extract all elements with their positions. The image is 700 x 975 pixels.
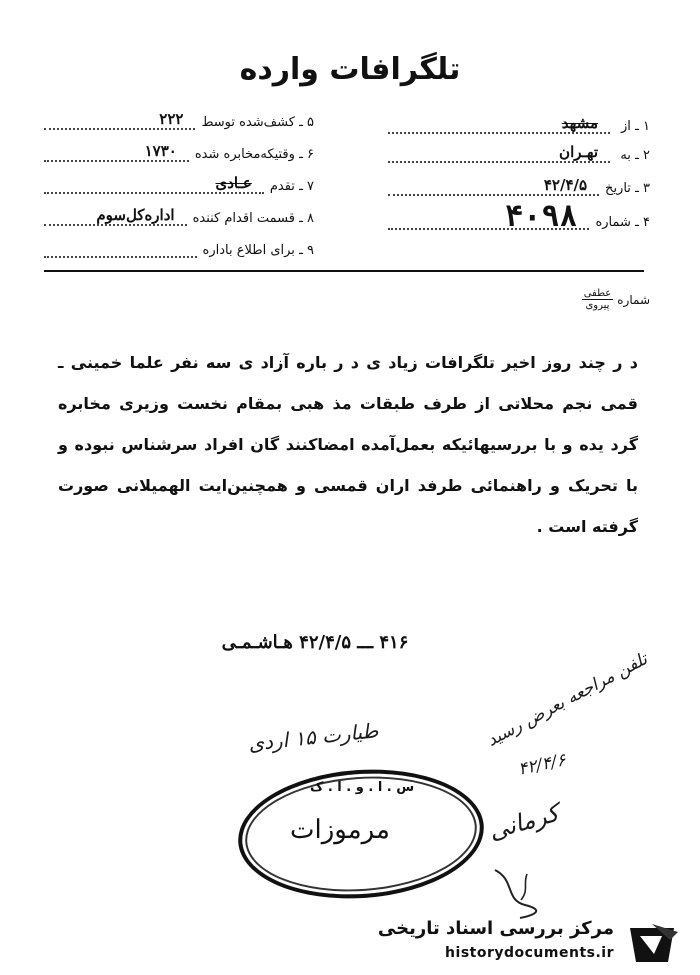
archive-logo-icon: [622, 920, 682, 970]
field-label: ۳ ـ تاریخ: [605, 181, 650, 196]
field-label: ۹ ـ برای اطلاع باداره: [202, 243, 314, 258]
reference-top: عطفی: [583, 288, 612, 299]
field-label: ۲ ـ به: [620, 148, 650, 163]
field-for-information: [44, 242, 314, 258]
field-value: مشهد: [561, 114, 598, 132]
field-value: ۱۷۳۰: [144, 142, 177, 160]
reference-number: [582, 288, 650, 311]
field-label: ۸ ـ قسمت اقدام کننده: [192, 211, 314, 226]
stamp-label: مرموزات: [290, 815, 390, 845]
field-label: ۶ ـ وقتیکه‌مخابره شده: [194, 147, 314, 162]
header-divider: [44, 270, 644, 272]
field-label: ۴ ـ شماره: [595, 215, 650, 230]
handwritten-note: تلفن مراجعه بعرض رسید: [483, 649, 651, 751]
handwritten-date: ۴۲/۴/۶: [516, 750, 568, 780]
field-label: ۷ ـ تقدم: [269, 179, 314, 194]
field-sent-time: [44, 142, 314, 162]
field-value: تهـران: [559, 143, 598, 161]
field-number: [388, 199, 650, 234]
sender-line: ۴۱۶ ـــ ۴۲/۴/۵ هـاشـمـی: [221, 632, 409, 653]
stamp-line: س . ا . و . ا . ک: [310, 780, 415, 795]
field-value: ۴۰۹۸: [505, 199, 578, 234]
reference-fraction: [582, 288, 614, 311]
telegram-body: د ر چند روز اخیر تلگرافات زیاد ی د ر باره آزاد ی سه نفر علما خمینی ـ قمی نجم محلاتی از طرف طبقات مذ هبی بمقام نخست وزیری مخابره گرد یده و با بررسیهائیکه بعمل‌آمده امضاکنند گان افراد سرشناس نبوده و با تحریک و راهنمائی طرفد اران قمسی و همچنین‌ایت الهمیلانی صورت گرفته است .: [58, 353, 638, 536]
field-label: ۵ ـ کشف‌شده توسط: [201, 115, 314, 130]
field-value: اداره‌کل‌سوم: [96, 206, 175, 224]
field-to: [388, 143, 650, 163]
field-decoded-by: [44, 110, 314, 130]
watermark-url: historydocuments.ir: [445, 945, 614, 961]
watermark-title: مرکز بررسی اسناد تاریخی: [377, 918, 614, 939]
document-title: تلگرافات وارده: [239, 52, 461, 87]
signature-scribble: [485, 860, 545, 920]
field-label: ۱ ـ از: [621, 119, 650, 134]
field-date: [388, 176, 650, 196]
reference-bottom: پیروی: [585, 300, 610, 311]
field-value: ۴۲/۴/۵: [543, 176, 588, 194]
handwritten-initials: کرمانی: [485, 798, 563, 846]
field-value: عـادی: [215, 174, 252, 192]
field-value: ۲۲۲: [159, 110, 184, 128]
field-from: [388, 114, 650, 134]
field-action-department: [44, 206, 314, 226]
handwritten-note: طیارت ۱۵ اردی: [247, 718, 380, 756]
reference-label: شماره: [617, 292, 650, 307]
field-priority: [44, 174, 314, 194]
